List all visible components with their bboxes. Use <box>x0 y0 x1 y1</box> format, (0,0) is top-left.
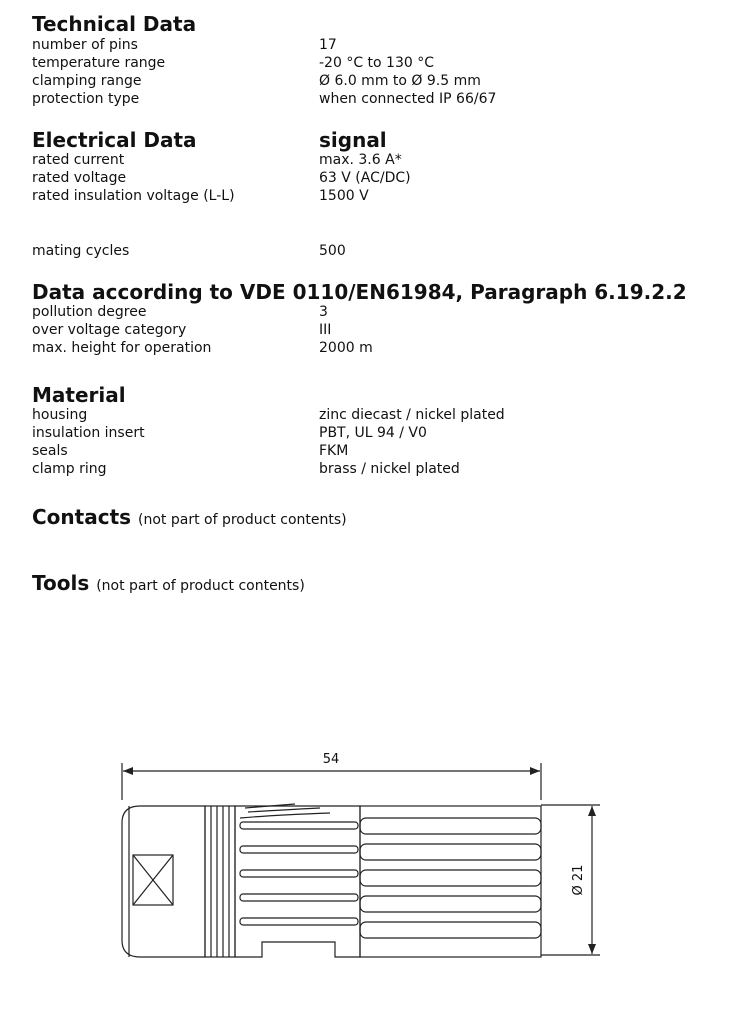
coupling-ring <box>360 806 541 957</box>
spec-value: Ø 6.0 mm to Ø 9.5 mm <box>319 73 481 89</box>
spec-value: when connected IP 66/67 <box>319 91 497 107</box>
gland-ribs <box>205 806 235 957</box>
signal-column-heading: signal <box>319 128 387 152</box>
spec-value: 63 V (AC/DC) <box>319 170 411 186</box>
arrowhead <box>588 806 596 816</box>
arrowhead <box>588 944 596 954</box>
spec-value: brass / nickel plated <box>319 461 460 477</box>
spec-value: -20 °C to 130 °C <box>319 55 434 71</box>
spec-value: max. 3.6 A* <box>319 152 402 168</box>
spec-label: protection type <box>32 91 140 107</box>
spec-value: FKM <box>319 443 349 459</box>
technical-data-heading: Technical Data <box>32 12 197 36</box>
spec-label: clamping range <box>32 73 142 89</box>
spec-label: mating cycles <box>32 243 130 259</box>
contacts-note: (not part of product contents) <box>138 512 347 528</box>
vde-data-heading: Data according to VDE 0110/EN61984, Paragraph 6.19.2.2 <box>32 280 687 304</box>
gland-cap <box>122 806 205 957</box>
spec-label: rated insulation voltage (L-L) <box>32 188 235 204</box>
diameter-dimension-label: Ø 21 <box>571 864 586 896</box>
length-dimension-label: 54 <box>322 752 340 767</box>
spec-label: insulation insert <box>32 425 145 441</box>
material-heading: Material <box>32 383 126 407</box>
spec-value: 1500 V <box>319 188 369 204</box>
spec-value: 17 <box>319 37 337 53</box>
spec-label: over voltage category <box>32 322 187 338</box>
electrical-data-heading: Electrical Data <box>32 128 197 152</box>
spec-value: 500 <box>319 243 346 259</box>
spec-value: III <box>319 322 332 338</box>
arrowhead <box>530 767 540 775</box>
spec-value: zinc diecast / nickel plated <box>319 407 505 423</box>
spec-label: temperature range <box>32 55 166 71</box>
arrowhead <box>123 767 133 775</box>
spec-label: housing <box>32 407 88 423</box>
spec-label: max. height for operation <box>32 340 212 356</box>
spec-label: pollution degree <box>32 304 147 320</box>
spec-label: rated current <box>32 152 125 168</box>
spec-label: rated voltage <box>32 170 127 186</box>
spec-label: clamp ring <box>32 461 107 477</box>
spec-label: seals <box>32 443 68 459</box>
spec-label: number of pins <box>32 37 138 53</box>
spec-value: PBT, UL 94 / V0 <box>319 425 427 441</box>
contacts-title: Contacts <box>32 505 132 529</box>
tools-note: (not part of product contents) <box>96 578 305 594</box>
tools-title: Tools <box>32 571 90 595</box>
spec-value: 3 <box>319 304 328 320</box>
spec-value: 2000 m <box>319 340 373 356</box>
